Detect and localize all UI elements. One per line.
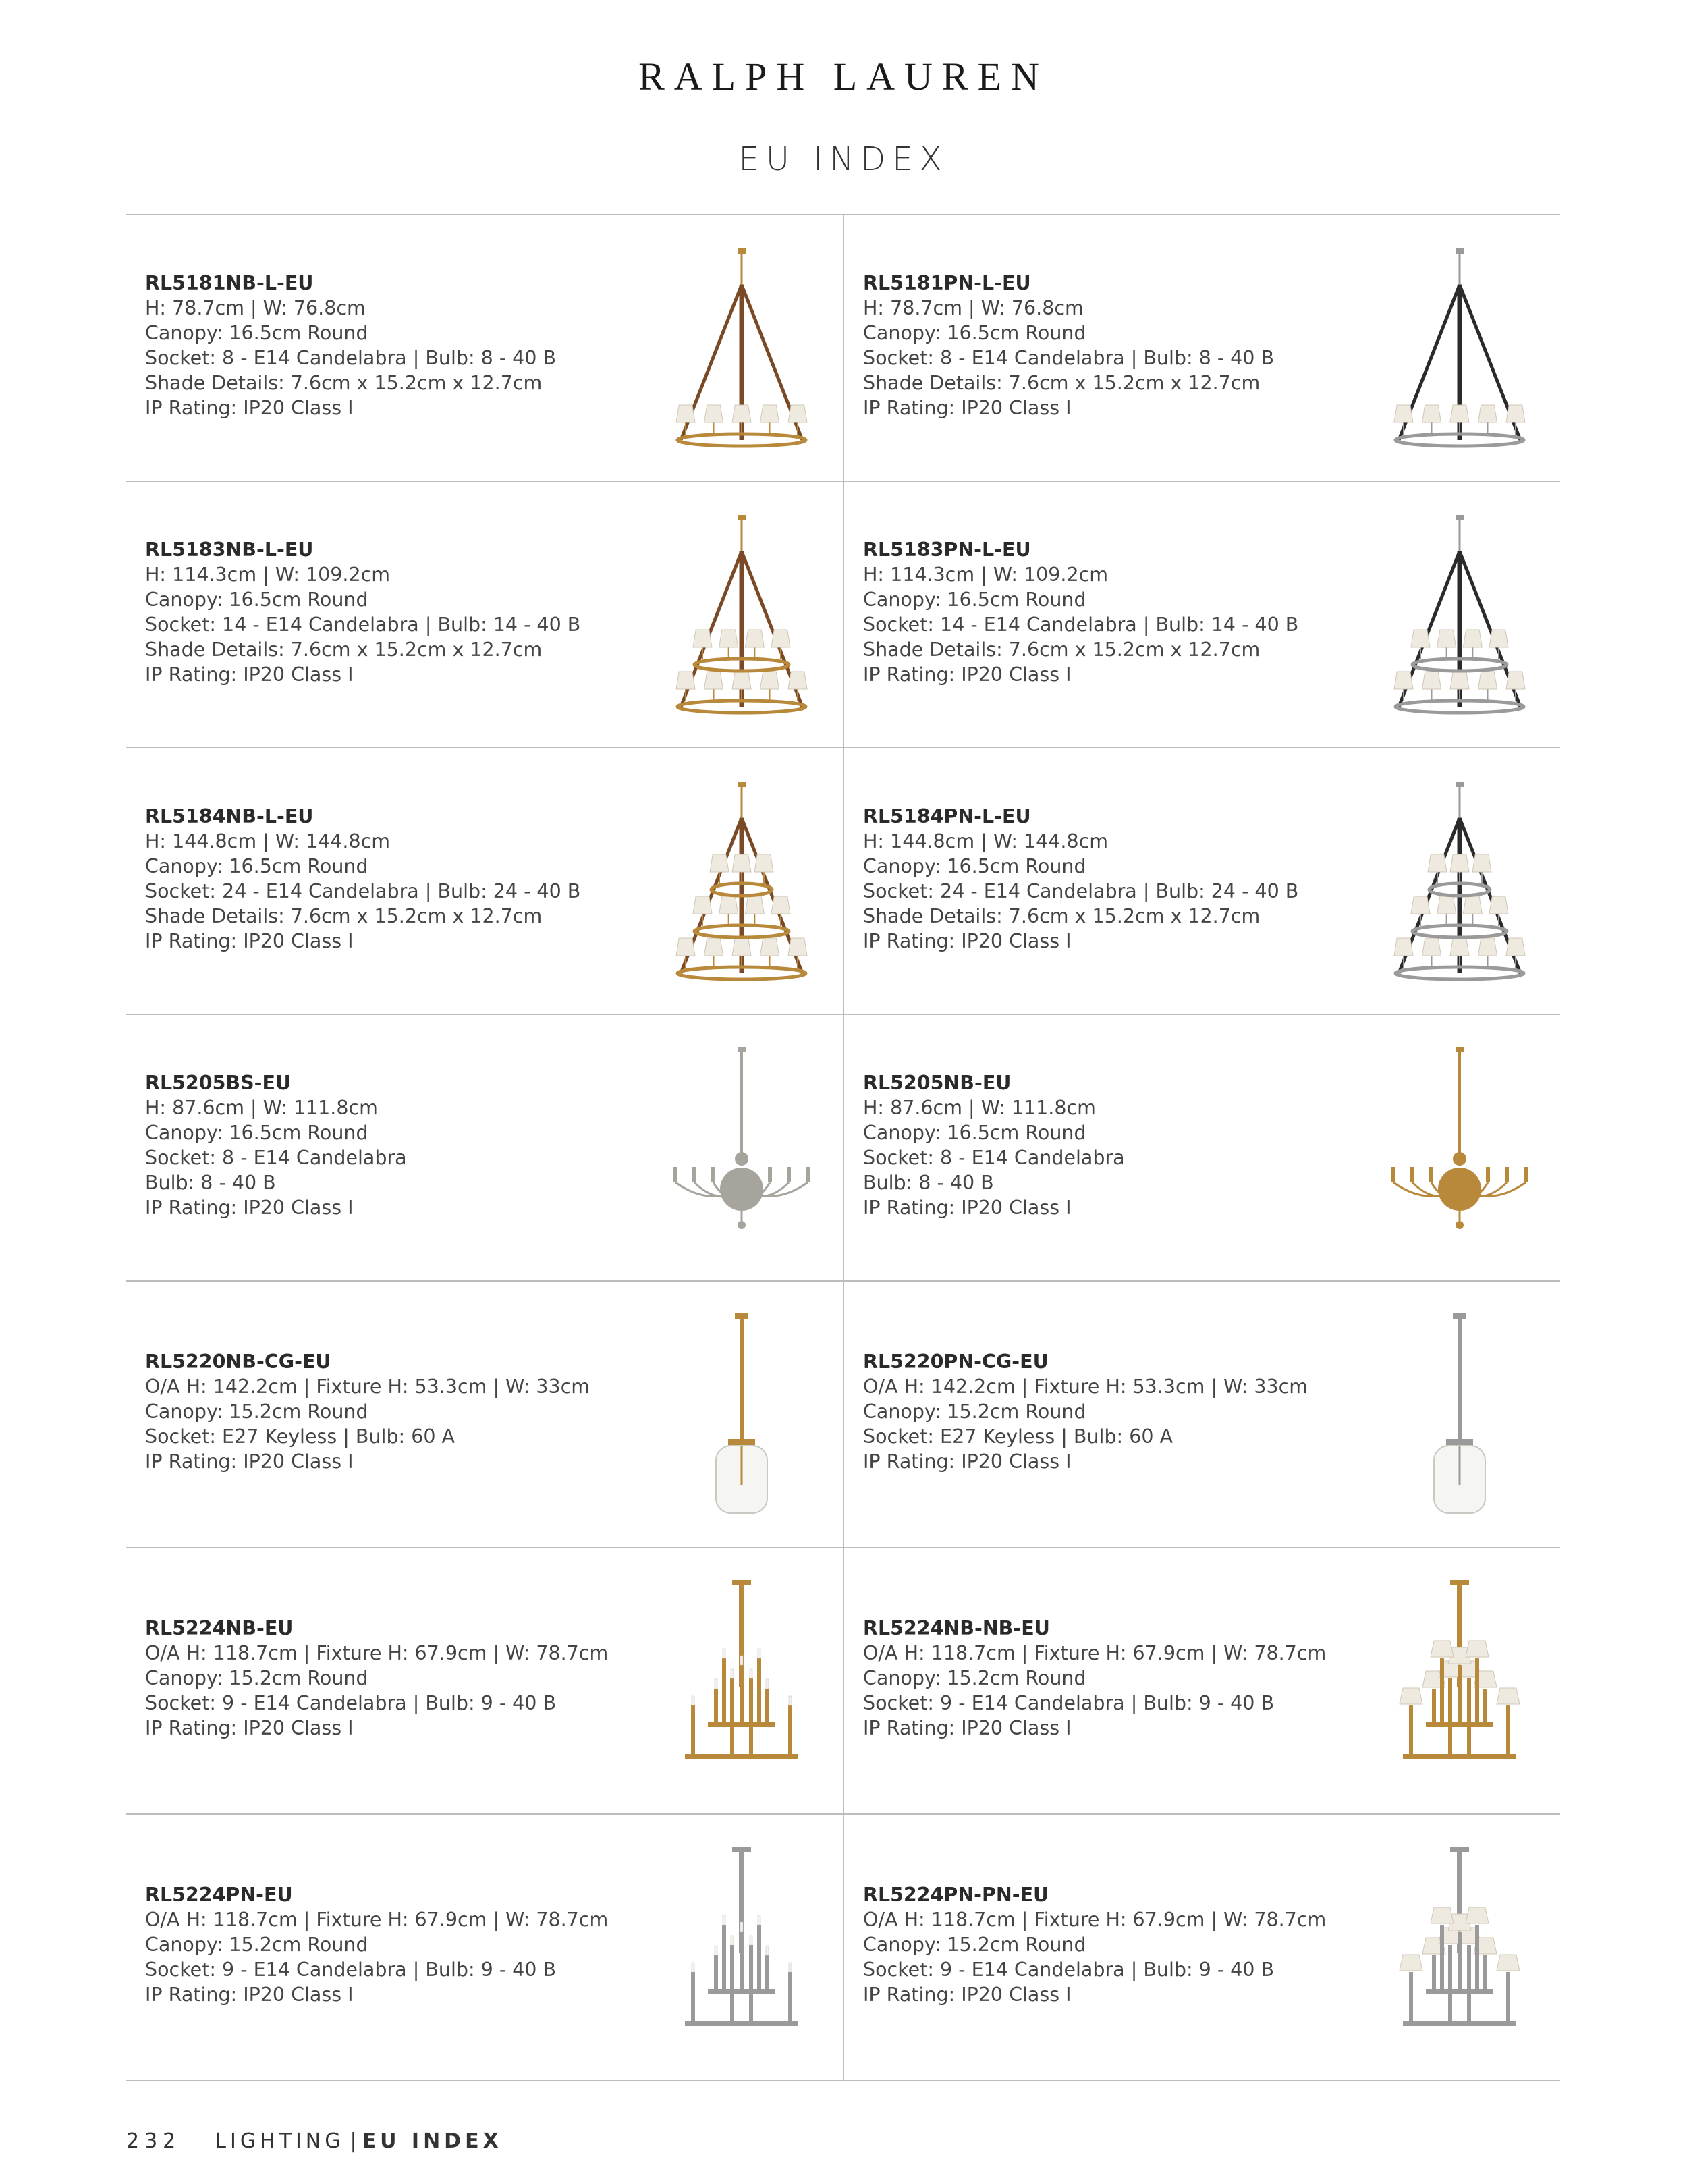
spec-line: O/A H: 118.7cm | Fixture H: 67.9cm | W: 78.7cm — [863, 1909, 1327, 1931]
spec-line: IP Rating: IP20 Class I — [145, 397, 354, 419]
page-footer — [126, 2129, 503, 2153]
product-specs — [863, 804, 1298, 954]
spec-line: Shade Details: 7.6cm x 15.2cm x 12.7cm — [863, 372, 1261, 394]
product-code: RL5224PN-PN-EU — [863, 1884, 1049, 1906]
page-title: EU INDEX — [738, 140, 949, 178]
spec-line: Socket: 9 - E14 Candelabra | Bulb: 9 - 40 B — [863, 1959, 1275, 1981]
column-divider — [843, 215, 844, 2081]
spec-line: Socket: 8 - E14 Candelabra — [863, 1147, 1125, 1169]
spec-line: Socket: E27 Keyless | Bulb: 60 A — [863, 1425, 1173, 1448]
product-entry — [126, 1815, 843, 2080]
spec-line: IP Rating: IP20 Class I — [863, 1717, 1072, 1739]
spec-line: Socket: 24 - E14 Candelabra | Bulb: 24 - 40 B — [863, 880, 1299, 902]
spec-line: Socket: 9 - E14 Candelabra | Bulb: 9 - 40 B — [145, 1692, 557, 1714]
product-code: RL5183NB-L-EU — [145, 539, 314, 561]
spec-line: IP Rating: IP20 Class I — [145, 663, 354, 686]
product-code: RL5205NB-EU — [863, 1072, 1012, 1094]
spec-line: Canopy: 15.2cm Round — [863, 1667, 1086, 1689]
spec-line: IP Rating: IP20 Class I — [863, 930, 1072, 952]
spec-line: IP Rating: IP20 Class I — [863, 397, 1072, 419]
product-code: RL5220NB-CG-EU — [145, 1350, 331, 1373]
product-specs — [863, 537, 1298, 687]
product-code: RL5181NB-L-EU — [145, 272, 314, 294]
spec-line: Canopy: 16.5cm Round — [863, 589, 1086, 611]
spec-line: H: 144.8cm | W: 144.8cm — [863, 830, 1109, 852]
spec-line: Canopy: 15.2cm Round — [863, 1400, 1086, 1423]
spec-line: O/A H: 118.7cm | Fixture H: 67.9cm | W: 78.7cm — [145, 1909, 609, 1931]
spec-line: IP Rating: IP20 Class I — [863, 663, 1072, 686]
spec-line: O/A H: 118.7cm | Fixture H: 67.9cm | W: 78.7cm — [145, 1642, 609, 1664]
tiered-chandelier-icon — [667, 1574, 816, 1790]
spec-line: H: 87.6cm | W: 111.8cm — [145, 1097, 378, 1119]
product-specs — [863, 1616, 1326, 1741]
spec-line: Canopy: 15.2cm Round — [145, 1667, 368, 1689]
product-entry — [844, 482, 1561, 747]
spec-line: Socket: 8 - E14 Candelabra | Bulb: 8 - 40 B — [863, 347, 1275, 369]
spec-line: Canopy: 16.5cm Round — [145, 322, 368, 344]
spec-line: H: 114.3cm | W: 109.2cm — [145, 564, 391, 586]
spec-line: H: 78.7cm | W: 76.8cm — [863, 297, 1084, 319]
spec-line: Canopy: 16.5cm Round — [863, 322, 1086, 344]
chandelier-icon — [1385, 241, 1534, 457]
footer-section: LIGHTING — [215, 2129, 345, 2153]
spec-line: H: 114.3cm | W: 109.2cm — [863, 564, 1109, 586]
product-code: RL5184NB-L-EU — [145, 805, 314, 827]
spec-line: Socket: E27 Keyless | Bulb: 60 A — [145, 1425, 455, 1448]
spec-line: Shade Details: 7.6cm x 15.2cm x 12.7cm — [863, 638, 1261, 661]
spec-line: Canopy: 16.5cm Round — [863, 1122, 1086, 1144]
product-entry — [844, 1015, 1561, 1280]
spec-line: H: 144.8cm | W: 144.8cm — [145, 830, 391, 852]
spec-line: Socket: 9 - E14 Candelabra | Bulb: 9 - 40 B — [145, 1959, 557, 1981]
product-specs — [863, 271, 1274, 420]
product-specs — [145, 1349, 590, 1474]
product-specs — [863, 1882, 1326, 2007]
spec-line: H: 78.7cm | W: 76.8cm — [145, 297, 366, 319]
footer-separator: | — [350, 2129, 357, 2153]
footer-subsection: EU INDEX — [362, 2129, 503, 2153]
spec-line: Shade Details: 7.6cm x 15.2cm x 12.7cm — [145, 638, 543, 661]
spec-line: Shade Details: 7.6cm x 15.2cm x 12.7cm — [863, 905, 1261, 927]
spec-line: Canopy: 15.2cm Round — [863, 1934, 1086, 1956]
product-specs — [145, 271, 556, 420]
spec-line: Canopy: 15.2cm Round — [145, 1934, 368, 1956]
product-code: RL5224PN-EU — [145, 1884, 293, 1906]
tiered-chandelier-icon — [667, 1840, 816, 2056]
product-entry — [844, 1815, 1561, 2080]
chandelier-icon — [667, 508, 816, 724]
product-code: RL5184PN-L-EU — [863, 805, 1031, 827]
spec-line: IP Rating: IP20 Class I — [145, 1984, 354, 2006]
spec-line: IP Rating: IP20 Class I — [145, 930, 354, 952]
product-code: RL5224NB-NB-EU — [863, 1617, 1050, 1639]
product-code: RL5224NB-EU — [145, 1617, 294, 1639]
glass-pendant-icon — [1385, 1307, 1534, 1523]
spec-line: H: 87.6cm | W: 111.8cm — [863, 1097, 1096, 1119]
product-entry — [844, 1548, 1561, 1813]
product-specs — [145, 537, 580, 687]
chandelier-icon — [667, 241, 816, 457]
spec-line: Canopy: 16.5cm Round — [145, 855, 368, 877]
chandelier-icon — [667, 774, 816, 990]
spec-line: Bulb: 8 - 40 B — [863, 1172, 994, 1194]
product-entry — [844, 748, 1561, 1014]
product-specs — [145, 1070, 407, 1220]
product-entry — [844, 1282, 1561, 1547]
flemish-chandelier-icon — [667, 1041, 816, 1257]
product-specs — [863, 1070, 1125, 1220]
product-entry — [126, 748, 843, 1014]
product-specs — [145, 1616, 608, 1741]
spec-line: Canopy: 16.5cm Round — [145, 1122, 368, 1144]
spec-line: IP Rating: IP20 Class I — [145, 1717, 354, 1739]
spec-line: IP Rating: IP20 Class I — [145, 1450, 354, 1473]
spec-line: O/A H: 142.2cm | Fixture H: 53.3cm | W: 33cm — [863, 1375, 1308, 1398]
product-entry — [126, 482, 843, 747]
glass-pendant-icon — [667, 1307, 816, 1523]
product-code: RL5181PN-L-EU — [863, 272, 1031, 294]
spec-line: Canopy: 15.2cm Round — [145, 1400, 368, 1423]
spec-line: Socket: 8 - E14 Candelabra | Bulb: 8 - 40 B — [145, 347, 557, 369]
chandelier-icon — [1385, 508, 1534, 724]
chandelier-icon — [1385, 774, 1534, 990]
brand-logo: RALPH LAUREN — [638, 55, 1049, 99]
product-code: RL5205BS-EU — [145, 1072, 292, 1094]
product-grid — [126, 214, 1560, 2081]
spec-line: Bulb: 8 - 40 B — [145, 1172, 276, 1194]
spec-line: Socket: 14 - E14 Candelabra | Bulb: 14 - 40 B — [863, 613, 1299, 636]
spec-line: O/A H: 142.2cm | Fixture H: 53.3cm | W: 33cm — [145, 1375, 590, 1398]
spec-line: IP Rating: IP20 Class I — [863, 1450, 1072, 1473]
product-code: RL5183PN-L-EU — [863, 539, 1031, 561]
spec-line: Canopy: 16.5cm Round — [145, 589, 368, 611]
product-code: RL5220PN-CG-EU — [863, 1350, 1049, 1373]
page-number: 232 — [126, 2129, 182, 2153]
product-entry — [126, 1015, 843, 1280]
product-entry — [126, 215, 843, 481]
spec-line: Socket: 24 - E14 Candelabra | Bulb: 24 - 40 B — [145, 880, 581, 902]
flemish-chandelier-icon — [1385, 1041, 1534, 1257]
tiered-chandelier-icon — [1385, 1840, 1534, 2056]
product-entry — [844, 215, 1561, 481]
product-specs — [145, 804, 580, 954]
spec-line: IP Rating: IP20 Class I — [145, 1197, 354, 1219]
spec-line: IP Rating: IP20 Class I — [863, 1197, 1072, 1219]
product-specs — [863, 1349, 1308, 1474]
spec-line: Socket: 8 - E14 Candelabra — [145, 1147, 407, 1169]
spec-line: Socket: 14 - E14 Candelabra | Bulb: 14 - 40 B — [145, 613, 581, 636]
spec-line: Shade Details: 7.6cm x 15.2cm x 12.7cm — [145, 905, 543, 927]
spec-line: Shade Details: 7.6cm x 15.2cm x 12.7cm — [145, 372, 543, 394]
spec-line: Canopy: 16.5cm Round — [863, 855, 1086, 877]
product-entry — [126, 1282, 843, 1547]
product-specs — [145, 1882, 608, 2007]
spec-line: Socket: 9 - E14 Candelabra | Bulb: 9 - 40 B — [863, 1692, 1275, 1714]
product-entry — [126, 1548, 843, 1813]
tiered-chandelier-icon — [1385, 1574, 1534, 1790]
spec-line: O/A H: 118.7cm | Fixture H: 67.9cm | W: 78.7cm — [863, 1642, 1327, 1664]
spec-line: IP Rating: IP20 Class I — [863, 1984, 1072, 2006]
